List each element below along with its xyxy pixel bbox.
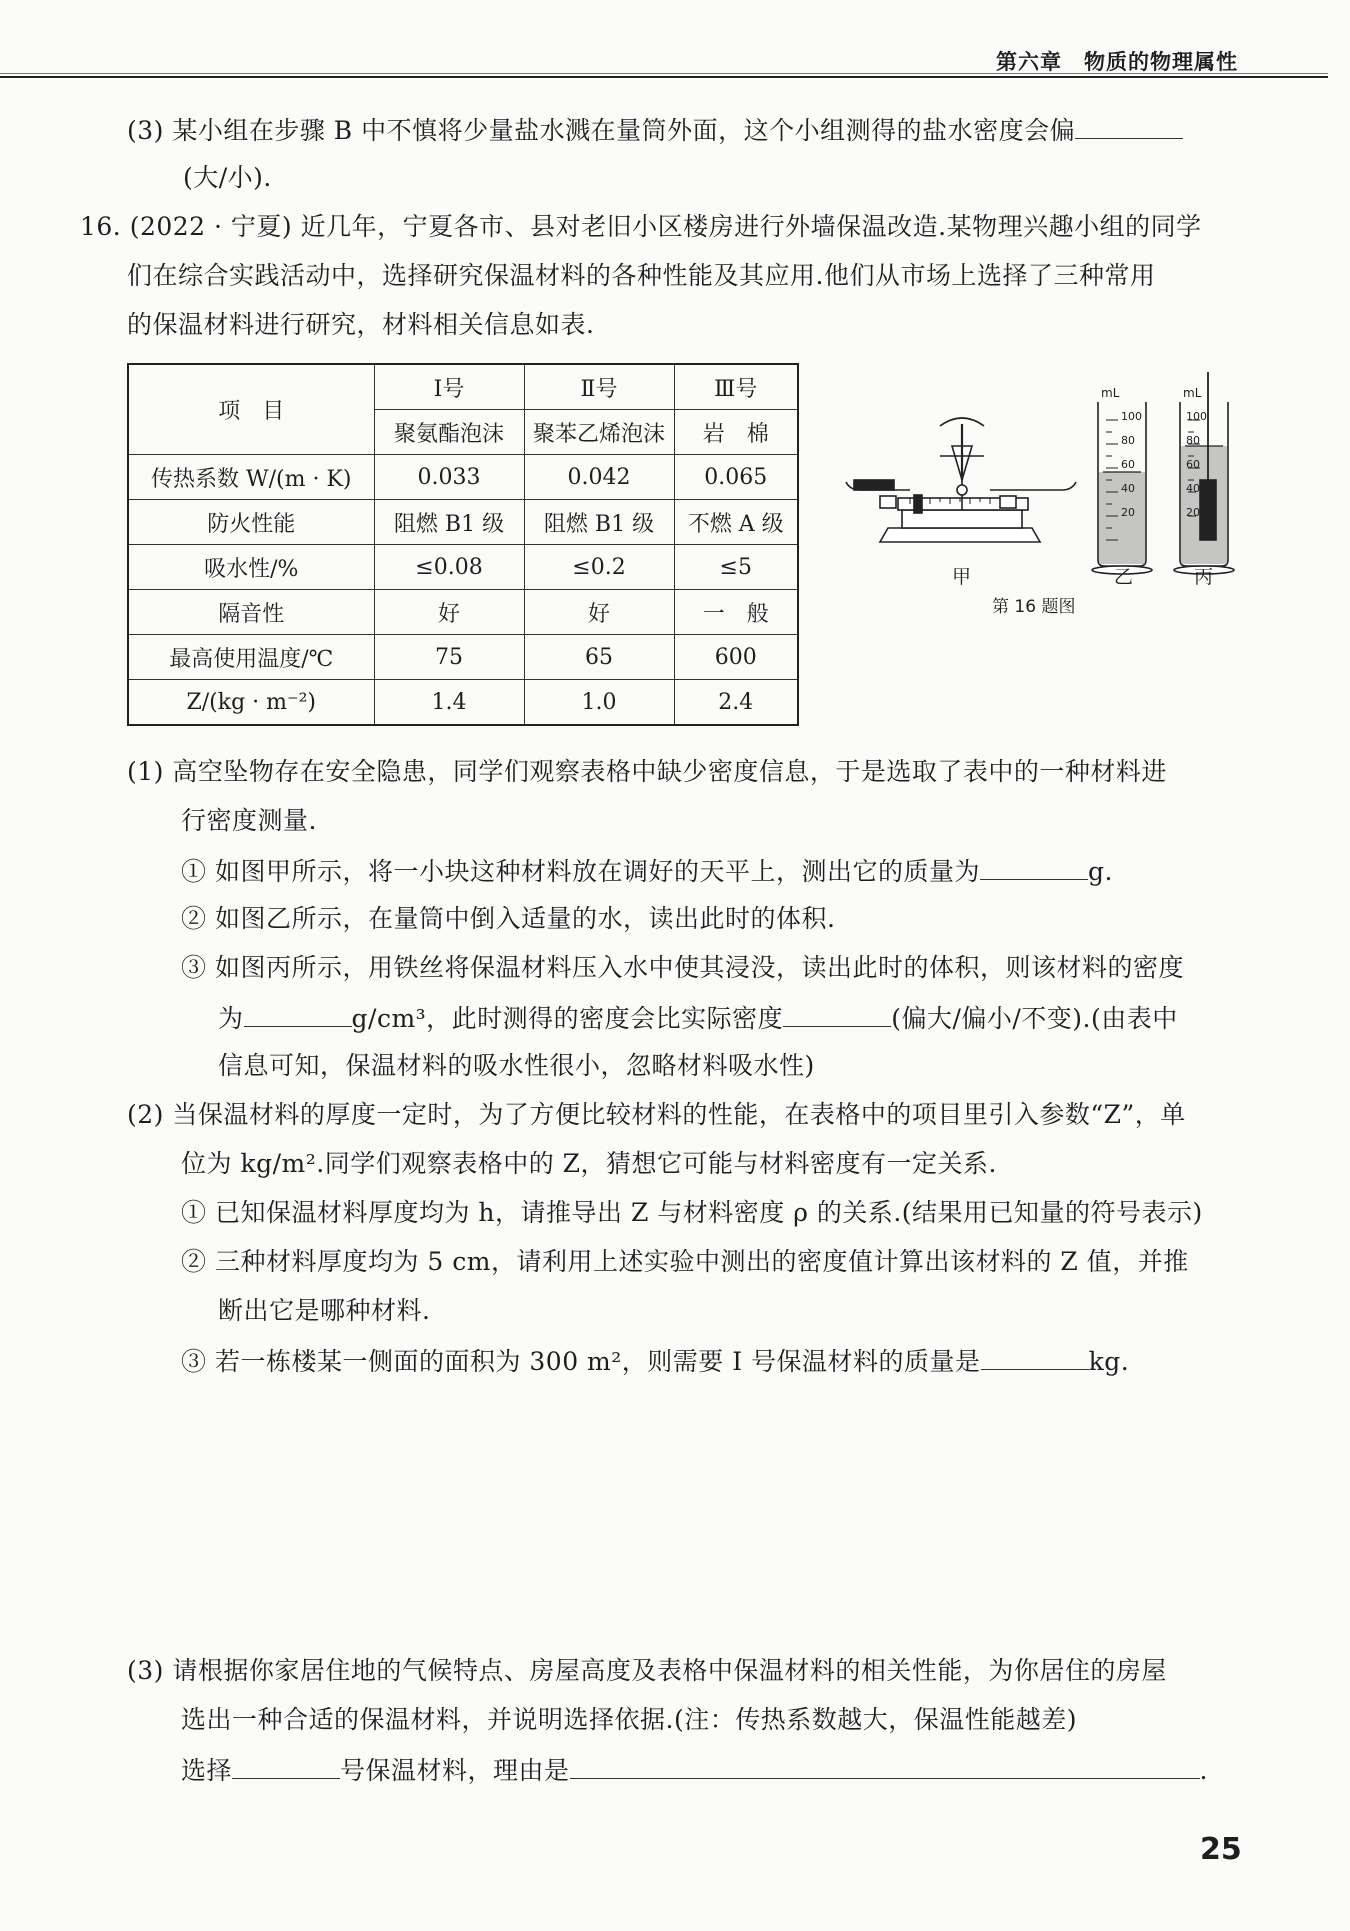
tick-label: 20	[1186, 506, 1200, 519]
part1-step2: ② 如图乙所示，在量筒中倒入适量的水，读出此时的体积.	[181, 904, 836, 933]
cell: 65	[524, 635, 674, 680]
tick-label: 40	[1121, 482, 1135, 495]
part1-line1: (1) 高空坠物存在安全隐患，同学们观察表格中缺少密度信息，于是选取了表中的一种材料进	[127, 757, 1167, 786]
table-col-name: 岩 棉	[674, 410, 798, 455]
cell: 2.4	[674, 680, 798, 726]
part3-line2: 选出一种合适的保温材料，并说明选择依据.(注：传热系数越大，保温性能越差)	[181, 1705, 1077, 1734]
row-label: 传热系数 W/(m · K)	[128, 455, 374, 500]
cell: 不燃 A 级	[674, 500, 798, 545]
table-row	[128, 500, 798, 545]
q16-stem-line1: 16. (2022 · 宁夏) 近几年，宁夏各市、县对老旧小区楼房进行外墙保温改造.某物理兴趣小组的同学	[80, 212, 1202, 241]
cylinder-unit-label: mL	[1183, 386, 1202, 400]
cell: 0.033	[374, 455, 524, 500]
cell: 0.065	[674, 455, 798, 500]
table-col-num: Ⅰ号	[374, 364, 524, 410]
tick-label: 60	[1121, 458, 1135, 471]
cell: ≤5	[674, 545, 798, 590]
page-number: 25	[1200, 1832, 1242, 1867]
table-row	[128, 680, 798, 726]
part1-line2: 行密度测量.	[181, 806, 317, 835]
mass-kg-answer-blank[interactable]	[981, 1343, 1089, 1370]
cell: 好	[374, 590, 524, 635]
cell: 1.4	[374, 680, 524, 726]
material-choice-blank[interactable]	[232, 1752, 340, 1779]
cell: ≤0.08	[374, 545, 524, 590]
part3-line3: 选择 号保温材料，理由是 .	[181, 1752, 1208, 1788]
figure-label-yi: 乙	[1114, 566, 1134, 588]
material-table	[127, 363, 799, 726]
figure-caption: 第 16 题图	[992, 597, 1076, 617]
cylinder-unit-label: mL	[1101, 386, 1120, 400]
cell: 600	[674, 635, 798, 680]
tick-label: 80	[1121, 434, 1135, 447]
figure-label-bing: 丙	[1194, 566, 1214, 588]
header-rule-thin	[0, 73, 1328, 74]
row-label: 吸水性/%	[128, 545, 374, 590]
figure-16	[840, 360, 1260, 620]
density-answer-blank[interactable]	[244, 1000, 352, 1027]
part2-line1: (2) 当保温材料的厚度一定时，为了方便比较材料的性能，在表格中的项目里引入参数“Z”，单	[127, 1100, 1186, 1129]
tick-label: 80	[1186, 434, 1200, 447]
cell: 好	[524, 590, 674, 635]
row-label: 最高使用温度/℃	[128, 635, 374, 680]
q15-part3-line2: (大/小).	[183, 163, 272, 192]
cell: ≤0.2	[524, 545, 674, 590]
tick-label: 40	[1186, 482, 1200, 495]
table-col-num: Ⅲ号	[674, 364, 798, 410]
answer-blank[interactable]	[1075, 112, 1183, 139]
bias-answer-blank[interactable]	[783, 1000, 891, 1027]
page-header	[0, 38, 1328, 78]
tick-label: 100	[1121, 410, 1142, 423]
table-row	[128, 635, 798, 680]
mass-answer-blank[interactable]	[980, 853, 1088, 880]
row-label: 防火性能	[128, 500, 374, 545]
part3-line1: (3) 请根据你家居住地的气候特点、房屋高度及表格中保温材料的相关性能，为你居住的房屋	[127, 1656, 1167, 1685]
part1-step3-line1: ③ 如图丙所示，用铁丝将保温材料压入水中使其浸没，读出此时的体积，则该材料的密度	[181, 953, 1184, 982]
q16-stem-line2: 们在综合实践活动中，选择研究保温材料的各种性能及其应用.他们从市场上选择了三种常用	[127, 261, 1156, 290]
tick-label: 20	[1121, 506, 1135, 519]
cell: 1.0	[524, 680, 674, 726]
cell: 75	[374, 635, 524, 680]
tick-label: 60	[1186, 458, 1200, 471]
cell: 一 般	[674, 590, 798, 635]
chapter-title: 第六章 物质的物理属性	[996, 50, 1238, 74]
table-row	[128, 455, 798, 500]
q15-part3-line1: (3) 某小组在步骤 B 中不慎将少量盐水溅在量筒外面，这个小组测得的盐水密度会偏	[127, 112, 1183, 148]
part1-step3-line2: 为 g/cm³，此时测得的密度会比实际密度 (偏大/偏小/不变).(由表中	[218, 1000, 1178, 1036]
table-col-name: 聚氨酯泡沫	[374, 410, 524, 455]
cell: 0.042	[524, 455, 674, 500]
reason-answer-blank[interactable]	[570, 1752, 1200, 1779]
table-col-num: Ⅱ号	[524, 364, 674, 410]
header-rule	[0, 76, 1328, 78]
table-corner: 项 目	[128, 364, 374, 455]
part2-step2-line2: 断出它是哪种材料.	[218, 1296, 431, 1325]
figure-label-jia: 甲	[952, 566, 972, 588]
part1-step1: ① 如图甲所示，将一小块这种材料放在调好的天平上，测出它的质量为 g.	[181, 853, 1113, 889]
part2-line2: 位为 kg/m².同学们观察表格中的 Z，猜想它可能与材料密度有一定关系.	[181, 1149, 997, 1178]
table-col-name: 聚苯乙烯泡沫	[524, 410, 674, 455]
table-row	[128, 590, 798, 635]
part2-step3: ③ 若一栋楼某一侧面的面积为 300 m²，则需要 Ⅰ 号保温材料的质量是 kg.	[181, 1343, 1129, 1379]
cell: 阻燃 B1 级	[374, 500, 524, 545]
balance-scale-icon	[846, 418, 1076, 542]
part1-step3-line3: 信息可知，保温材料的吸水性很小，忽略材料吸水性)	[218, 1051, 815, 1080]
part2-step1: ① 已知保温材料厚度均为 h，请推导出 Z 与材料密度 ρ 的关系.(结果用已知量的符号表示)	[181, 1198, 1203, 1227]
row-label: 隔音性	[128, 590, 374, 635]
table-row	[128, 545, 798, 590]
graduated-cylinder-icon	[1174, 372, 1234, 574]
cell: 阻燃 B1 级	[524, 500, 674, 545]
part2-step2-line1: ② 三种材料厚度均为 5 cm，请利用上述实验中测出的密度值计算出该材料的 Z 值，并推	[181, 1247, 1189, 1276]
q16-stem-line3: 的保温材料进行研究，材料相关信息如表.	[127, 310, 595, 339]
row-label: Z/(kg · m⁻²)	[128, 680, 374, 726]
tick-label: 100	[1186, 410, 1207, 423]
